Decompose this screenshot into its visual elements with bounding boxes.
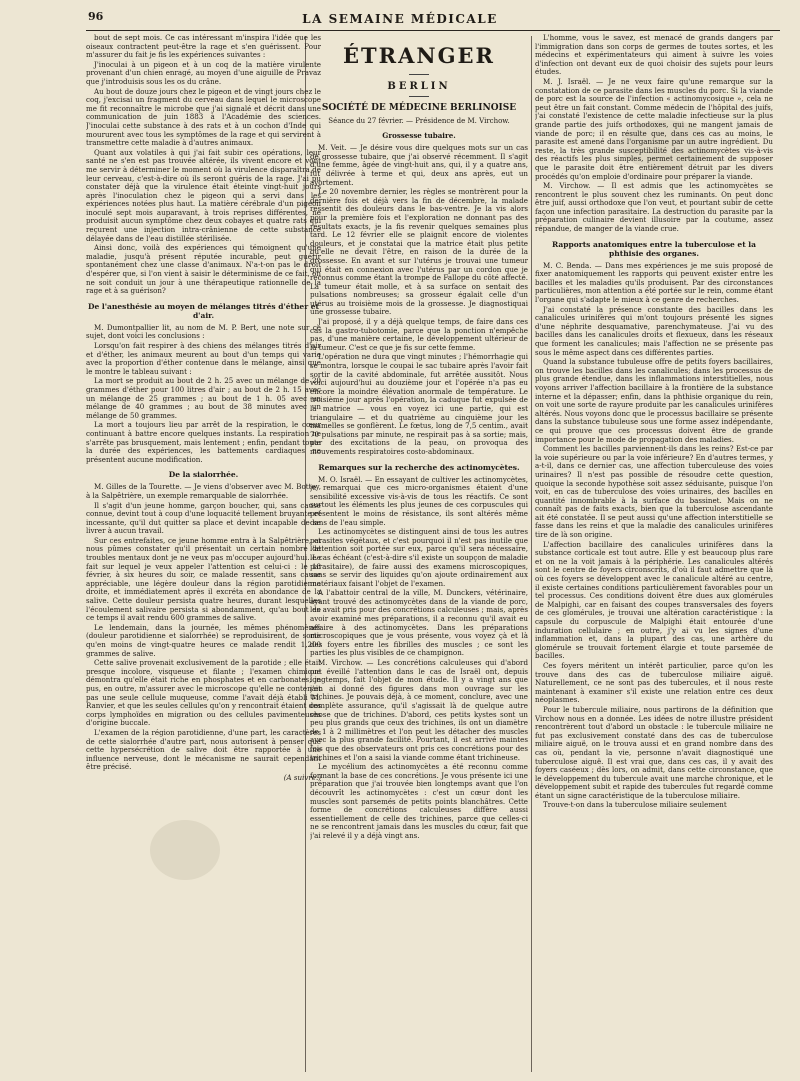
paragraph: La mort se produit au bout de 2 h. 25 avec un mélange de 20 grammes d'éther pour 100 litres d'air ; au bout de 2 h. 15 avec un mélange de 25 grammes ; au bout de 1 h. 05 avec un mélange de 40 grammes ; au bout de 38 minutes avec un mélange de 50 grammes. [86, 376, 321, 420]
paragraph: Sur ces entrefaites, ce jeune homme entra à la Salpêtrière, et nous pûmes constater qu'il présentait un certain nombre de troubles mentaux dont je ne veux pas m'occuper aujourd'hui. Le fait sur lequel je veux appeler l'attention est celui-ci : le 18 février, à six heures du soir, ce malade ressentit, sans cause appréciable, une légère douleur dans la région parotidienne droite, et immédiatement après il excréta en abondance de la salive. Cette douleur persista quatre heures, durant lesquelles l'écoulement salivaire persista si abondamment, qu'au bout de ce temps il avait rendu 600 grammes de salive. [86, 535, 321, 623]
paragraph: Pour le tubercule miliaire, nous partirons de la définition que Virchow nous en a donnée. Les idées de notre illustre président rencontrèrent tout d'abord un obstacle : le tubercule miliaire ne fut pas exclusivement constaté dans des cas de tuberculose miliaire aiguë, on le trouva aussi et en grand nombre dans des cas où, pendant la vie, personne n'avait diagnostiqué une tuberculose aiguë. Il est vrai que, dans ces cas, il y avait des foyers caséeux ; dès lors, on admit, dans cette circonstance, que le développement du tubercule avait une marche chronique, et le développement subit et rapide des tubercules fut regardé comme étant un signe caractéristique de la tuberculose miliaire. [535, 704, 773, 800]
paragraph: M. Virchow. — Les concrétions calculeuses qui d'abord ont éveillé l'attention dans le cas de Israël ont, depuis longtemps, fait l'objet de mon étude. Il y a vingt ans que j'en ai donné des figures dans mon ouvrage sur les trichines. Je pouvais déjà, à ce moment, conclure, avec une complète assurance, qu'il s'agissait là de quelque autre chose que de trichines. D'abord, ces petits kystes sont un peu plus grands que ceux des trichines, ils ont un diamètre de 1 à 2 millimètres et l'on peut les détacher des muscles avec la plus grande facilité. Pourtant, il est arrivé maintes fois que des observateurs ont pris ces concrétions pour des trichines et l'on a saisi la viande comme étant trichineuse. [310, 658, 528, 762]
paragraph: M. Gilles de la Tourette. — Je viens d'observer avec M. Bottey, à la Salpêtrière, un exemple remarquable de sialorrhée. [86, 482, 321, 500]
paragraph: Le 20 novembre dernier, les règles se montrèrent pour la dernière fois et déjà vers la fin de décembre, la malade ressentit des douleurs dans le bas-ventre. Je la vis alors pour la première fois et l'exploration ne donnant pas des résultats exacts, je la fis revenir quelques semaines plus tard. Le 12 février elle se plaignit encore de violentes douleurs, et je constatai que la matrice était plus petite qu'elle ne devait l'être, en raison de la durée de la grossesse. En avant et sur l'utérus je trouvai une tumeur qui était en connexion avec l'utérus par un cordon que je reconnus comme étant la trompe de Fallope du côté affecté. La tumeur était molle, et à sa surface on sentait des pulsations nombreuses; sa grosseur égalait celle d'un utérus au troisième mois de la grossesse. Je diagnostiquai une grossesse tubaire. [310, 187, 528, 317]
paragraph: Quand la substance tubuleuse offre de petits foyers bacillaires, on trouve les bacilles dans les canalicules; dans les processus de plus grande étendue, dans les inflammations interstitielles, nous voyons arriver l'affection bacillaire à la frontière de la substance interne et la dépasser; enfin, dans la phthisie organique du rein, on voit une sorte de rayure produite par les canalicules urinifères altérés. Nous voyons donc que le processus bacillaire se présente dans la substance tubuleuse sous une forme assez indépendante, ce qui prouve que ces processus doivent être de grande importance pour le mode de propagation des maladies. [535, 357, 773, 444]
column-left [86, 34, 321, 1074]
paragraph: Il s'agit d'un jeune homme, garçon boucher, qui, sans cause connue, devint tout à coup d'une loquacité tellement bruyante et incessante, qu'il dut quitter sa place et devint incapable de se livrer à aucun travail. [86, 500, 321, 536]
paragraph: M. C. Benda. — Dans mes expériences je me suis proposé de fixer anatomiquement les rapports qui peuvent exister entre les bacilles et les maladies qu'ils produisent. Par des circonstances particulières, mon attention a été portée sur le rein, comme étant l'organe qui s'adapte le mieux à ce genre de recherches. [535, 260, 773, 305]
paragraph: L'opération ne dura que vingt minutes ; l'hémorrhagie qui se montra, lorsque le coupai le sac tubaire après l'avoir fait sortir de la cavité abdominale, fut arrêtée aussitôt. Nous voici aujourd'hui au douzième jour et l'opérée n'a pas eu encore la moindre élévation anormale de température. Le troisième jour après l'opération, la caduque fut expulsée de la matrice — vous en voyez ici une partie, qui est triangulaire — et du quatrième au cinquième jour les mamelles se gonflèrent. Le fœtus, long de 7,5 centim., avait 70 pulsations par minute, ne respirait pas à sa sortie; mais, par des excitations de la peau, on provoqua des mouvements respiratoires costo-abdominaux. [310, 352, 528, 456]
running-header: LA SEMAINE MÉDICALE [302, 12, 498, 26]
paragraph: bout de sept mois. Ce cas intéressant m'inspira l'idée que les oiseaux contractent peut-être la rage et s'en guérissent. Pour m'assurer du fait je fis les expériences suivantes : [86, 34, 321, 60]
session-line: Séance du 27 février. — Présidence de M. Virchow. [328, 117, 510, 125]
title-rule [409, 74, 429, 75]
paragraph: M. O. Israël. — En essayant de cultiver les actinomycètes, je remarquai que ces micro-organismes étaient d'une sensibilité excessive vis-à-vis de tous les réactifs. Ce sont surtout les éléments les plus jeunes de ces corpuscules qui présentent le moins de résistance, ils sont altérés même dans de l'eau simple. [310, 474, 528, 527]
paragraph: A l'abattoir central de la ville, M. Dunckers, vétérinaire, ayant trouvé des actinomycètes dans de la viande de porc, les avait pris pour des concrétions calculeuses ; mais, après avoir examiné mes préparations, il a reconnu qu'il avait eu affaire à des actinomycètes. Dans les préparations microscopiques que je vous présente, vous voyez çà et là des foyers entre les fibrilles des muscles ; ce sont les parties les plus visibles de ce champignon. [310, 588, 528, 658]
paragraph: La mort a toujours lieu par arrêt de la respiration, le cœur continuant à battre encore quelques instants. La respiration ne s'arrête pas brusquement, mais lentement ; enfin, pendant toute la durée des expériences, les battements cardiaques ne présentent aucune modification. [86, 420, 321, 464]
paragraph: M. Dumontpallier lit, au nom de M. P. Bert, une note sur ce sujet, dont voici les conclusions : [86, 322, 321, 341]
header-rule [86, 30, 780, 31]
society-heading: SOCIÉTÉ DE MÉDECINE BERLINOISE [321, 103, 517, 113]
column-divider [531, 36, 532, 1072]
section-heading: Rapports anatomiques entre la tuberculose et la phthisie des organes. [552, 239, 756, 258]
paragraph: M. J. Israël. — Je ne veux faire qu'une remarque sur la constatation de ce parasite dans les muscles du porc. Si la viande de porc est la source de l'infection « actinomycosique », cela ne peut être un fait constant. Comme médecin de l'hôpital des juifs, j'ai constaté l'existence de cette maladie infectieuse sur la plus grande partie des juifs orthodoxes, qui ne mangent jamais de viande de porc; il en résulte que, dans ces cas au moins, le parasite est amené dans l'organisme par un autre ingrédient. Du reste, la très grande susceptibilité des actinomycètes vis-à-vis des réactifs les plus simples, permet certainement de supposer que le parasite doit être entièrement détruit par les divers procédés qu'on emploie d'ordinaire pour préparer la viande. [535, 76, 773, 181]
section-heading: De l'anesthésie au moyen de mélanges titrés d'éther et d'air. [87, 301, 320, 320]
paragraph: Le mycélium des actinomycètes a été reconnu comme formant la base de ces concrétions. Je vous présente ici une préparation que j'ai trouvée bien longtemps avant que l'on découvrît les actinomycètes : c'est un cœur dont les muscles sont parsemés de petits points blanchâtres. Cette forme de concrétions calculeuses diffère aussi essentiellement de celle des trichines, parce que celles-ci ne se rencontrent jamais dans les muscles du cœur, fait que j'ai relevé il y a déjà vingt ans. [310, 762, 528, 840]
paragraph: Cette salive provenait exclusivement de la parotide ; elle était presque incolore, visqueuse et filante ; l'examen chimique démontra qu'elle était riche en phosphates et en carbonates; je pus, en outre, m'assurer avec le microscope qu'elle ne contenait pas une seule cellule muqueuse, comme l'avait déjà établi M. Ranvier, et que les seules cellules qu'on y rencontrait étaient des corps lymphoïdes en migration ou des cellules pavimenteuses d'origine buccale. [86, 658, 321, 728]
paragraph: M. Veit. — Je désire vous dire quelques mots sur un cas de grossesse tubaire, que j'ai observé récemment. Il s'agit d'une femme, âgée de vingt-huit ans, qui, il y a quatre ans, fut délivrée à terme et qui, deux ans après, eut un avortement. [310, 143, 528, 187]
city-rule [409, 96, 429, 97]
section-heading: Remarques sur la recherche des actinomycètes. [318, 462, 520, 472]
paragraph: L'homme, vous le savez, est menacé de grands dangers par l'immigration dans son corps de germes de toutes sortes, et les médecins et expérimentateurs qui aiment à suivre les voies d'infection ont devant eux de quoi choisir des sujets pour leurs études. [535, 34, 773, 77]
to-be-continued: (A suivre.) [283, 772, 321, 782]
paragraph: Lorsqu'on fait respirer à des chiens des mélanges titrés d'air et d'éther, les animaux meurent au bout d'un temps qui varie avec la proportion d'éther contenue dans le mélange, ainsi que le montre le tableau suivant : [86, 341, 321, 376]
section-title: ÉTRANGER [343, 43, 495, 68]
paragraph: Trouve-t-on dans la tuberculose miliaire seulement [543, 800, 727, 810]
section-heading: Grossesse tubaire. [382, 130, 456, 140]
column-right [535, 34, 773, 1074]
paragraph: J'ai proposé, il y a déjà quelque temps, de faire dans ces cas la gastro-tubotomie, parce que la ponction n'empêche pas, d'une manière certaine, le développement ultérieur de la tumeur. C'est ce que je fis sur cette femme. [310, 317, 528, 352]
paragraph: Le lendemain, dans la journée, les mêmes phénomènes (douleur parotidienne et sialorrhée) se reproduisirent, de sorte qu'en moins de vingt-quatre heures ce malade rendit 1,200 grammes de salive. [86, 622, 321, 658]
paragraph: J'inoculai à un pigeon et à un coq de la matière virulente provenant d'un chien enragé, au moyen d'une aiguille de Pravaz que j'introduisis sous les os du crâne. [86, 59, 321, 86]
paragraph: Ainsi donc, voilà des expériences qui témoignent qu'une maladie, jusqu'à présent réputée incurable, peut guérir spontanément chez une classe d'animaux. N'a-t-on pas le droit d'espérer que, si l'on vient à saisir le déterminisme de ce fait, on ne soit conduit un jour à une thérapeutique rationnelle de la rage et à sa guérison? [86, 243, 321, 296]
paragraph: Les actinomycètes se distinguent ainsi de tous les autres parasites végétaux, et c'est pourquoi il n'est pas inutile que l'attention soit portée sur eux, parce qu'il sera nécessaire, le cas échéant (c'est-à-dire s'il existe un soupçon de maladie parasitaire), de faire aussi des examens microscopiques, sans se servir des liquides qu'on ajoute ordinairement aux matériaux faisant l'objet de l'examen. [310, 527, 528, 588]
paragraph: Au bout de douze jours chez le pigeon et de vingt jours chez le coq, j'excisai un fragment du cerveau dans lequel le microscope me fit reconnaître le microbe que j'ai signalé et décrit dans une communication de juin 1883 à l'Académie des sciences. J'inoculai cette substance à des rats et à un cochon d'Inde qui moururent avec tous les symptômes de la rage et qui servirent à transmettre cette maladie à d'autres animaux. [86, 86, 321, 148]
page-number: 96 [88, 10, 104, 23]
section-heading: De la sialorrhée. [168, 470, 239, 480]
paragraph: M. Virchow. — Il est admis que les actinomycètes se rencontrent le plus souvent chez les ruminants. On peut donc être juif, aussi orthodoxe que l'on veut, et pourtant subir de cette façon une infection parasitaire. La destruction du parasite par la préparation culinaire devient illusoire par la coutume, assez répandue, de manger de la viande crue. [535, 181, 773, 234]
paragraph: J'ai constaté la présence constante des bacilles dans les canalicules urinifères qui m'ont toujours présenté les signes d'une néphrite desquamative, parenchymateuse. J'ai vu des bacilles dans les canalicules droits et flexueux, dans les réseaux que forment les canalicules; mais l'affection ne se présente pas sous le même aspect dans ces différentes parties. [535, 304, 773, 357]
paragraph: L'examen de la région parotidienne, d'une part, les caractères de cette sialorrhée d'autre part, nous autorisent à penser que cette hypersécrétion de salive doit être rapportée à une influence nerveuse, dont le mécanisme ne saurait cependant être précisé. [86, 727, 321, 772]
column-middle [310, 34, 528, 1074]
city-heading: BERLIN [387, 81, 451, 92]
paragraph: Comment les bacilles parviennent-ils dans les reins? Est-ce par la voie supérieure ou par la voie inférieure? En d'autres termes, y a-t-il, dans ce dernier cas, une affection tuberculeuse des voies urinaires? Il n'est pas possible de résoudre cette question, quoique la seconde hypothèse soit assez séduisante, puisque l'on voit, en cas de tuberculose des voies urinaires, des bacilles en quantité innombrable à la surface du bassinet. Mais on ne connaît pas de faits exacts, bien que la tuberculose ascendante ait été constatée. Il se peut aussi qu'une affection interstitielle se fasse dans les reins et que la maladie des canalicules urinifères tire de là son origine. [535, 444, 773, 540]
paragraph: L'affection bacillaire des canalicules urinifères dans la substance corticale est tout autre. Elle y est beaucoup plus rare et on ne la voit jamais à la périphérie. Les canalicules altérés sont le centre de foyers circonscrits, d'où il faut admettre que là où ces foyers se développent avec le canalicule altéré au centre, il existe certaines conditions particulièrement favorables pour un tel processus. Ces conditions doivent être dues aux glomérules de Malpighi, car en faisant des coupes transversales des foyers de ces glomérules, je trouvai une altération caractéristique : la capsule du corpuscule de Malpighi était entourée d'une induration cellulaire ; en outre, j'y ai vu les signes d'une inflammation et, dans la plupart des cas, une arthère du glomérule se trouvait fortement élargie et toute parsemée de bacilles. [535, 539, 773, 661]
paragraph: Ces foyers méritent un intérêt particulier, parce qu'on les trouve dans des cas de tuberculose miliaire aiguë. Naturellement, ce ne sont pas des tubercules, et il nous reste maintenant à examiner s'il existe une relation entre ces deux néoplasmes. [535, 660, 773, 705]
paragraph: Quant aux volatiles à qui j'ai fait subir ces opérations, leur santé ne s'en est pas trouvée altérée, ils vivent encore et vont me servir à déterminer le moment où la virulence disparaîtra de leur cerveau, c'est-à-dire où ils seront guéris de la rage. J'ai pu constater déjà que la virulence était éteinte vingt-huit jours après l'inoculation chez le pigeon qui a servi dans les expériences notées plus haut. La matière cérébrale d'un pigeon inoculé sept mois auparavant, à trois reprises différentes, ne produisit aucun symptôme chez deux cobayes et quatre rats qui reçurent une injection intra-crânienne de cette substance délayée dans de l'eau distillée stérilisée. [86, 147, 321, 243]
